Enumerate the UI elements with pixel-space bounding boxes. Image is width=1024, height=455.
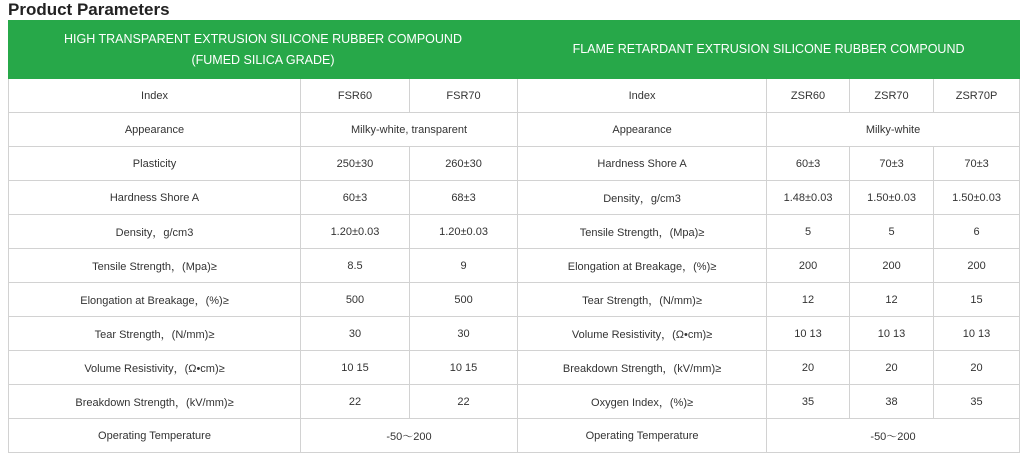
left-param-value: 1.20±0.03 xyxy=(301,215,410,249)
right-index-header: Index xyxy=(518,79,767,113)
left-param-value: 30 xyxy=(410,317,518,351)
table-row xyxy=(9,215,1020,249)
right-param-label: Tear Strength，(N/mm)≥ xyxy=(518,283,767,317)
right-param-value: 1.50±0.03 xyxy=(934,181,1020,215)
left-param-label: Appearance xyxy=(9,113,301,147)
left-param-label: Tensile Strength，(Mpa)≥ xyxy=(9,249,301,283)
left-param-value: 60±3 xyxy=(301,181,410,215)
right-param-label: Elongation at Breakage，(%)≥ xyxy=(518,249,767,283)
right-param-value: 200 xyxy=(850,249,934,283)
left-section-header xyxy=(9,21,518,79)
left-param-label: Hardness Shore A xyxy=(9,181,301,215)
page-title: Product Parameters xyxy=(8,0,170,19)
left-param-label: Volume Resistivity，(Ω•cm)≥ xyxy=(9,351,301,385)
right-param-value: 20 xyxy=(850,351,934,385)
right-grade-header-zsr70p: ZSR70P xyxy=(934,79,1020,113)
right-param-label: Operating Temperature xyxy=(518,419,767,453)
left-param-value: 500 xyxy=(301,283,410,317)
right-param-value: 10 13 xyxy=(767,317,850,351)
right-grade-header-zsr70: ZSR70 xyxy=(850,79,934,113)
right-section-header xyxy=(518,21,1020,79)
left-param-label: Tear Strength，(N/mm)≥ xyxy=(9,317,301,351)
left-param-value: -50～200 xyxy=(301,419,518,453)
left-section-title: HIGH TRANSPARENT EXTRUSION SILICONE RUBBER COMPOUND xyxy=(64,31,462,46)
right-param-label: Tensile Strength，(Mpa)≥ xyxy=(518,215,767,249)
table-row xyxy=(9,419,1020,453)
right-param-value: 38 xyxy=(850,385,934,419)
left-index-header: Index xyxy=(9,79,301,113)
right-param-label: Hardness Shore A xyxy=(518,147,767,181)
left-param-value: 1.20±0.03 xyxy=(410,215,518,249)
left-param-value: 500 xyxy=(410,283,518,317)
right-param-value: 20 xyxy=(767,351,850,385)
right-param-label: Appearance xyxy=(518,113,767,147)
right-param-value: 200 xyxy=(767,249,850,283)
right-param-value: 5 xyxy=(850,215,934,249)
left-param-label: Plasticity xyxy=(9,147,301,181)
right-param-value: 12 xyxy=(767,283,850,317)
right-param-value: 70±3 xyxy=(934,147,1020,181)
table-row xyxy=(9,385,1020,419)
right-param-value: Milky-white xyxy=(767,113,1020,147)
column-header-row xyxy=(9,79,1020,113)
right-param-label: Density，g/cm3 xyxy=(518,181,767,215)
left-param-value: 22 xyxy=(410,385,518,419)
left-param-value: 30 xyxy=(301,317,410,351)
right-param-value: 20 xyxy=(934,351,1020,385)
left-param-label: Operating Temperature xyxy=(9,419,301,453)
table-row xyxy=(9,249,1020,283)
left-grade-header-fsr70: FSR70 xyxy=(410,79,518,113)
right-param-value: 10 13 xyxy=(934,317,1020,351)
right-param-value: 70±3 xyxy=(850,147,934,181)
left-section-subtitle: (FUMED SILICA GRADE) xyxy=(191,52,335,67)
right-param-label: Oxygen Index，(%)≥ xyxy=(518,385,767,419)
product-parameters-table xyxy=(8,20,1020,453)
right-param-value: 10 13 xyxy=(850,317,934,351)
left-param-value: 68±3 xyxy=(410,181,518,215)
right-param-label: Volume Resistivity，(Ω•cm)≥ xyxy=(518,317,767,351)
left-param-value: 10 15 xyxy=(301,351,410,385)
right-param-value: 1.50±0.03 xyxy=(850,181,934,215)
right-param-value: 200 xyxy=(934,249,1020,283)
right-param-value: 35 xyxy=(934,385,1020,419)
right-section-title: FLAME RETARDANT EXTRUSION SILICONE RUBBER COMPOUND xyxy=(572,42,965,56)
left-param-value: 9 xyxy=(410,249,518,283)
right-grade-header-zsr60: ZSR60 xyxy=(767,79,850,113)
right-param-value: 60±3 xyxy=(767,147,850,181)
right-param-value: 35 xyxy=(767,385,850,419)
right-param-value: 15 xyxy=(934,283,1020,317)
left-param-label: Density，g/cm3 xyxy=(9,215,301,249)
left-param-value: 260±30 xyxy=(410,147,518,181)
right-param-label: Breakdown Strength，(kV/mm)≥ xyxy=(518,351,767,385)
left-param-value: Milky-white, transparent xyxy=(301,113,518,147)
right-param-value: 6 xyxy=(934,215,1020,249)
left-param-value: 10 15 xyxy=(410,351,518,385)
right-param-value: 1.48±0.03 xyxy=(767,181,850,215)
left-param-value: 250±30 xyxy=(301,147,410,181)
left-param-value: 22 xyxy=(301,385,410,419)
left-param-label: Breakdown Strength，(kV/mm)≥ xyxy=(9,385,301,419)
table-row xyxy=(9,147,1020,181)
table-row xyxy=(9,113,1020,147)
table-row xyxy=(9,283,1020,317)
table-row xyxy=(9,317,1020,351)
left-param-value: 8.5 xyxy=(301,249,410,283)
table-row xyxy=(9,351,1020,385)
section-header-row xyxy=(9,21,1020,79)
right-param-value: 12 xyxy=(850,283,934,317)
right-param-value: -50～200 xyxy=(767,419,1020,453)
right-param-value: 5 xyxy=(767,215,850,249)
left-param-label: Elongation at Breakage，(%)≥ xyxy=(9,283,301,317)
table-row xyxy=(9,181,1020,215)
left-grade-header-fsr60: FSR60 xyxy=(301,79,410,113)
